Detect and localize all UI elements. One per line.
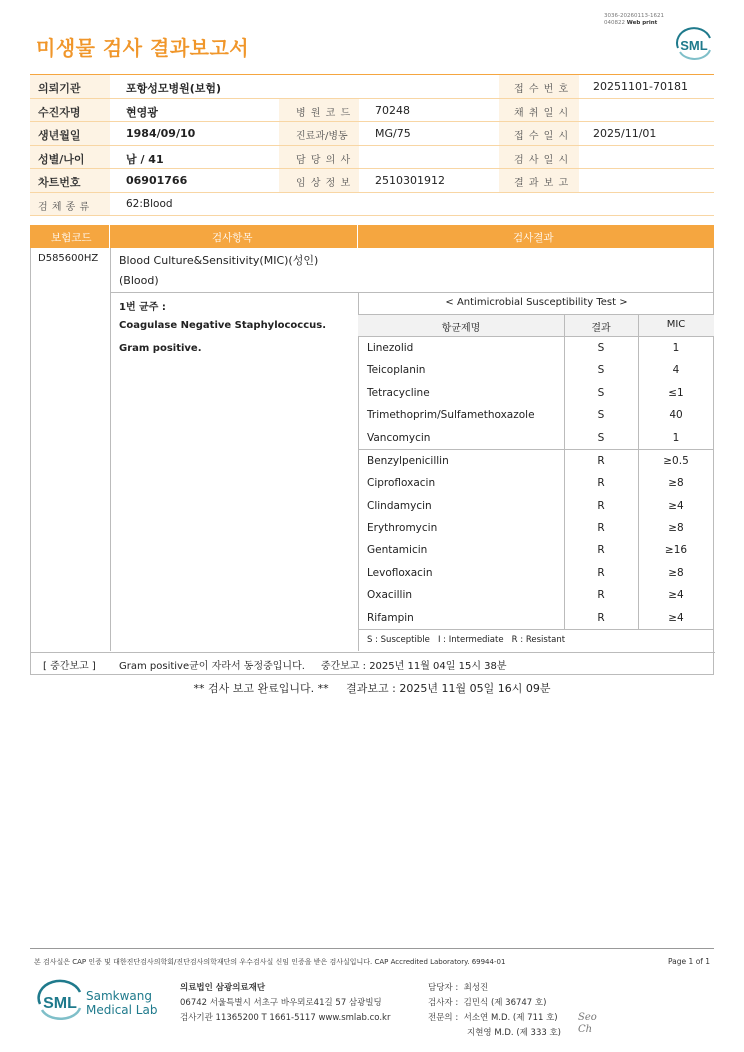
ast-row [358, 562, 714, 584]
info-row: 차트번호 06901766 임 상 정 보 2510301912 결 과 보 고 [30, 169, 714, 193]
insurance-code: D585600HZ [38, 253, 99, 264]
ast-mic: ≥16 [664, 544, 688, 557]
ast-drug: Rifampin [367, 611, 414, 624]
ast-result: R [597, 499, 605, 512]
ast-mic: 40 [669, 409, 683, 422]
svg-text:SML: SML [680, 38, 708, 53]
ast-table [358, 292, 715, 651]
ast-result: S [597, 386, 605, 399]
ast-result: S [597, 342, 605, 354]
ast-drug: Teicoplanin [367, 364, 426, 377]
ast-result: R [597, 611, 605, 624]
ast-mic: ≥8 [668, 477, 684, 490]
ast-mic: 1 [672, 342, 680, 354]
ast-result: R [597, 522, 605, 534]
svg-text:SML: SML [43, 995, 77, 1012]
ast-row [358, 382, 714, 404]
staff-info: 담당자 : 최성진 검사자 : 김민식 (제 36747 호) 전문의 : 서소연 M.D. (제 711 호) 지현영 M.D. (제 333 호) [428, 983, 562, 1038]
sml-logo-top [674, 26, 714, 66]
test-name: Blood Culture&Sensitivity(MIC)(성인) [119, 254, 319, 267]
ast-drug: Oxacillin [367, 589, 413, 602]
cert-text: 본 검사실은 CAP 인증 및 대한진단검사의학회/진단검사의학재단의 우수검사실 신임 인증을 받은 검사실입니다. CAP Accredited Laboratory. 69944-01 [34, 958, 506, 966]
org-info: 의료법인 삼광의료재단 06742 서울특별시 서초구 바우뫼로41길 57 삼광빌딩 검사기관 11365200 T 1661-5117 www.smlab.co.kr [180, 983, 391, 1023]
ast-drug: Erythromycin [367, 522, 438, 534]
ast-row [358, 517, 714, 539]
ast-row [358, 584, 714, 606]
ast-mic: ≥4 [668, 611, 684, 624]
ast-header-drug: 항균제명 [441, 323, 481, 334]
ast-drug: Tetracycline [367, 386, 430, 399]
ast-drug: Linezolid [367, 342, 414, 354]
ast-result: R [597, 544, 605, 557]
interim-label: [ 중간보고 ] [43, 661, 96, 672]
info-row: 의뢰기관 포항성모병원(보험) 접 수 번 호 20251101-70181 [30, 75, 714, 99]
ast-row [358, 607, 714, 629]
test-specimen: (Blood) [119, 274, 159, 287]
ast-drug: Benzylpenicillin [367, 454, 449, 467]
ast-row [358, 427, 714, 449]
interim-text: Gram positive균이 자라서 동정중입니다. 중간보고 : 2025년 11월 04일 15시 38분 [119, 661, 507, 672]
page-number: Page 1 of 1 [668, 957, 711, 966]
ast-drug: Clindamycin [367, 499, 432, 512]
ast-title: < Antimicrobial Susceptibility Test > [445, 297, 628, 308]
ast-legend: S : Susceptible I : Intermediate R : Resistant [367, 635, 566, 645]
patient-info [30, 74, 714, 216]
organism-label: 1번 균주 : [119, 302, 166, 313]
ast-mic: 1 [672, 431, 680, 444]
ast-mic: ≤1 [668, 386, 684, 399]
results-header: 보험코드 검사항목 검사결과 [30, 225, 714, 248]
signature: Seo Ch [578, 1012, 597, 1035]
results-body [30, 248, 714, 675]
ast-drug: Levofloxacin [367, 566, 433, 579]
ast-drug: Vancomycin [367, 431, 431, 444]
footer [30, 948, 714, 949]
info-row: 검 체 종 류 62:Blood [30, 193, 714, 217]
ast-result: R [597, 589, 605, 602]
ast-header-mic: MIC [666, 319, 686, 330]
ast-mic: ≥4 [668, 499, 684, 512]
ast-mic: ≥8 [668, 566, 684, 579]
ast-mic: 4 [672, 364, 680, 377]
ast-result: R [597, 454, 605, 467]
ast-row [358, 472, 714, 494]
ast-row [358, 450, 714, 472]
ast-row [358, 404, 714, 426]
ast-result: S [597, 431, 605, 444]
final-report-text: ** 검사 보고 완료입니다. ** 결과보고 : 2025년 11월 05일 16시 09분 [193, 682, 551, 695]
ast-result: S [597, 409, 605, 422]
info-row: 생년월일 1984/09/10 진료과/병동 MG/75 접 수 일 시 2025/11/01 [30, 122, 714, 146]
ast-row [358, 359, 714, 381]
ast-header-result: 결과 [591, 323, 611, 334]
sml-logo-footer [36, 978, 84, 1030]
ast-row [358, 337, 714, 359]
ast-drug: Gentamicin [367, 544, 428, 557]
ast-result: R [597, 566, 605, 579]
gram-stain: Gram positive. [119, 343, 202, 354]
ast-row [358, 539, 714, 561]
ast-result: S [597, 364, 605, 377]
info-row: 성별/나이 남 / 41 담 당 의 사 검 사 일 시 [30, 146, 714, 170]
ast-drug: Ciprofloxacin [367, 477, 436, 490]
print-id: 3036-20260113-1621 040822 Web print [604, 13, 664, 26]
ast-row [358, 495, 714, 517]
ast-mic: ≥8 [668, 522, 684, 534]
page-title: 미생물 검사 결과보고서 [36, 36, 250, 60]
ast-mic: ≥4 [668, 589, 684, 602]
ast-drug: Trimethoprim/Sulfamethoxazole [367, 409, 535, 422]
logo-text: Samkwang Medical Lab [86, 989, 158, 1017]
organism-name: Coagulase Negative Staphylococcus. [119, 320, 327, 331]
info-row: 수진자명 현영광 병 원 코 드 70248 채 취 일 시 [30, 99, 714, 123]
ast-mic: ≥0.5 [663, 454, 689, 467]
ast-result: R [597, 477, 605, 490]
